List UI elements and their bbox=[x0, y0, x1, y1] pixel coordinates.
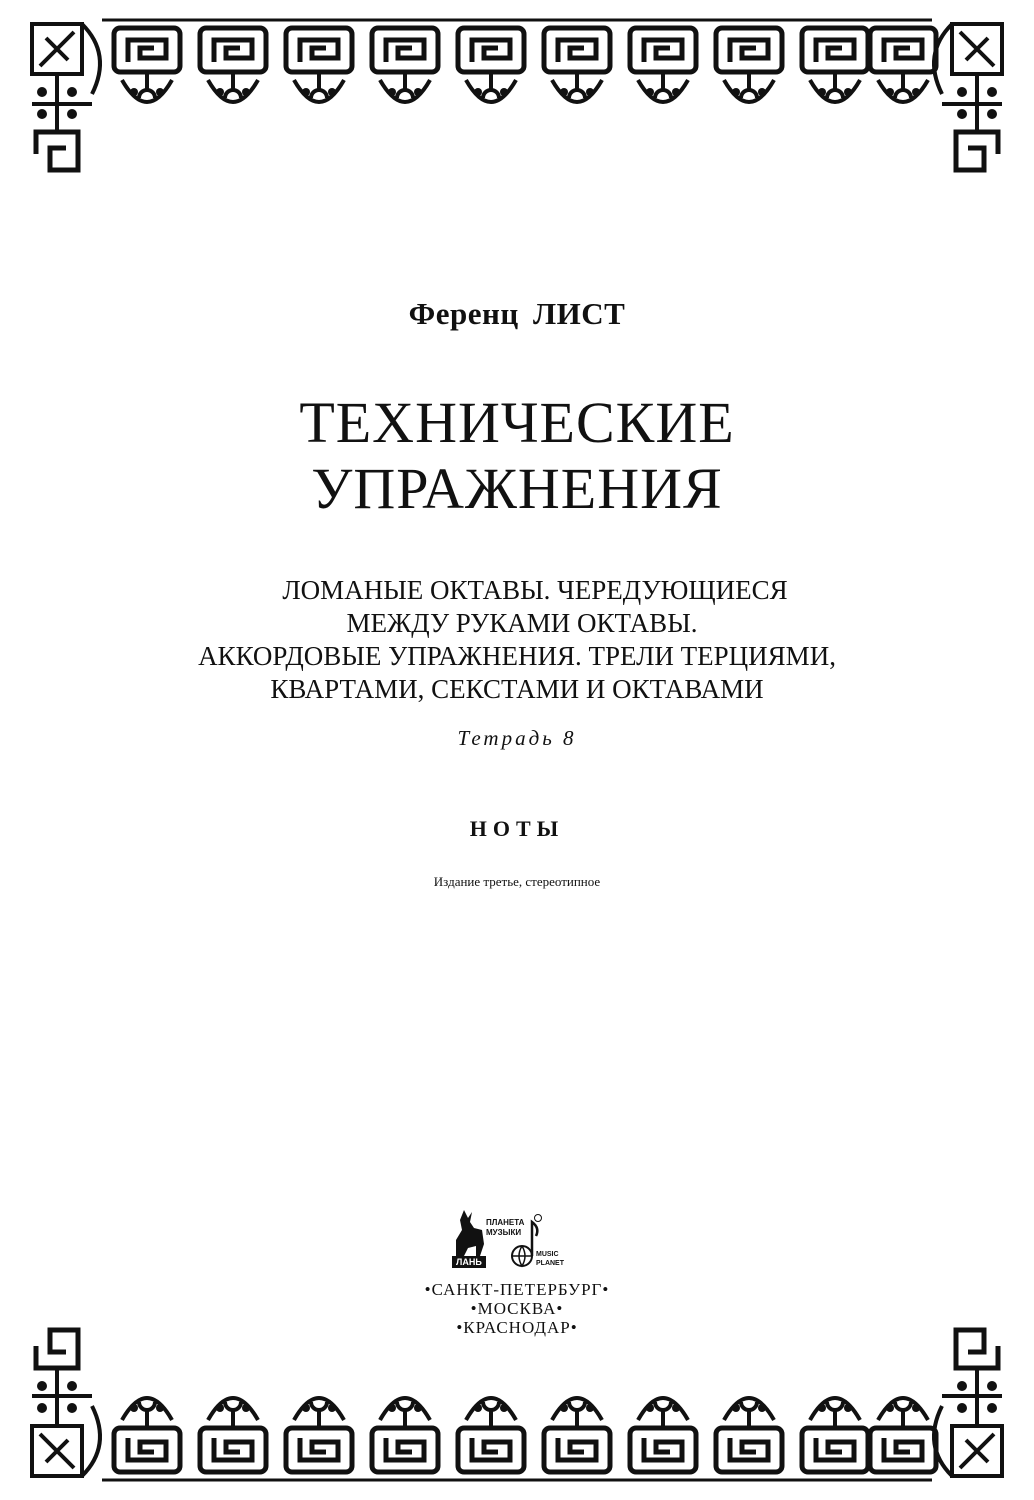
city-line: •МОСКВА• bbox=[470, 1299, 564, 1318]
city-line: •САНКТ-ПЕТЕРБУРГ• bbox=[424, 1280, 610, 1299]
logo-text-planet: PLANET bbox=[536, 1260, 564, 1267]
publication-kind: НОТЫ bbox=[469, 816, 565, 841]
author-name: Ференц ЛИСТ bbox=[408, 296, 626, 331]
title-line: УПРАЖНЕНИЯ bbox=[311, 456, 723, 521]
publisher-logo bbox=[448, 1204, 578, 1270]
logo-text-planeta: ПЛАНЕТА bbox=[486, 1218, 525, 1227]
city-line: •КРАСНОДАР• bbox=[456, 1318, 578, 1337]
publisher-cities bbox=[0, 1280, 1034, 1337]
subtitle-line: АККОРДОВЫЕ УПРАЖНЕНИЯ. ТРЕЛИ ТЕРЦИЯМИ, bbox=[198, 641, 836, 671]
bottom-ornament-border bbox=[22, 1316, 1012, 1486]
volume-label: Тетрадь 8 bbox=[457, 726, 577, 750]
title-line: ТЕХНИЧЕСКИЕ bbox=[299, 390, 735, 455]
book-subtitle bbox=[0, 574, 1034, 706]
edition-note: Издание третье, стереотипное bbox=[433, 874, 601, 889]
subtitle-line: МЕЖДУ РУКАМИ ОКТАВЫ. bbox=[346, 608, 698, 638]
logo-text-lan: ЛАНЬ bbox=[456, 1257, 482, 1267]
top-ornament-border bbox=[22, 14, 1012, 184]
book-title bbox=[0, 390, 1034, 522]
logo-text-music: MUSIC bbox=[536, 1251, 559, 1258]
subtitle-line: КВАРТАМИ, СЕКСТАМИ И ОКТАВАМИ bbox=[270, 674, 764, 704]
logo-text-muzyki: МУЗЫКИ bbox=[486, 1228, 522, 1237]
subtitle-line: ЛОМАНЫЕ ОКТАВЫ. ЧЕРЕДУЮЩИЕСЯ bbox=[282, 575, 788, 605]
